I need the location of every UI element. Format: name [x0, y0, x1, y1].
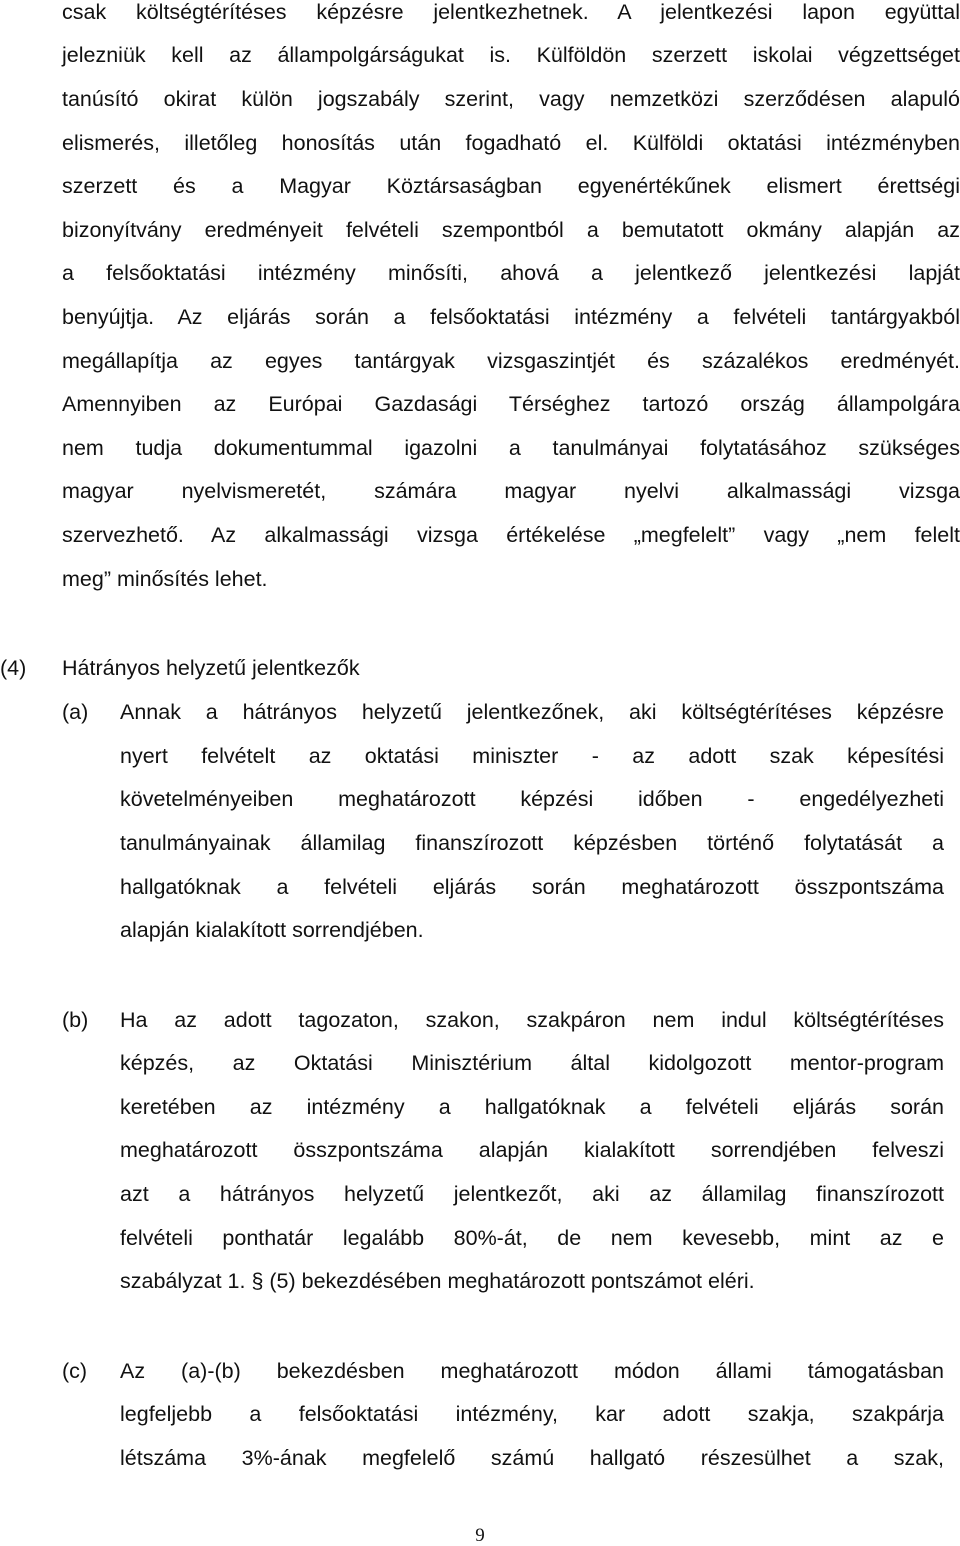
section-number: (4)	[0, 656, 27, 680]
item-label: (b)	[62, 1008, 89, 1032]
paragraph-line: nem tudja dokumentummal igazolni a tanulmányai folytatásához szükséges	[62, 436, 960, 460]
paragraph-line: szerzett és a Magyar Köztársaságban egyenértékűnek elismert érettségi	[62, 174, 960, 198]
item-line: meghatározott összpontszáma alapján kialakított sorrendjében felveszi	[120, 1138, 944, 1162]
paragraph-line: elismerés, illetőleg honosítás után fogadható el. Külföldi oktatási intézményben	[62, 131, 960, 155]
item-line: tanulmányainak államilag finanszírozott képzésben történő folytatását a	[120, 831, 944, 855]
paragraph-line: a felsőoktatási intézmény minősíti, ahová a jelentkező jelentkezési lapját	[62, 261, 960, 285]
item-line: követelményeiben meghatározott képzési időben - engedélyezheti	[120, 787, 944, 811]
paragraph-line: jelezniük kell az állampolgárságukat is. Külföldön szerzett iskolai végzettséget	[62, 43, 960, 67]
paragraph-line: Amennyiben az Európai Gazdasági Térséghez tartozó ország állampolgára	[62, 392, 960, 416]
paragraph-line: benyújtja. Az eljárás során a felsőoktatási intézmény a felvételi tantárgyakból	[62, 305, 960, 329]
item-line: legfeljebb a felsőoktatási intézmény, kar adott szakja, szakpárja	[120, 1402, 944, 1426]
paragraph-line: megállapítja az egyes tantárgyak vizsgaszintjét és százalékos eredményét.	[62, 349, 960, 373]
paragraph-line: tanúsító okirat külön jogszabály szerint, vagy nemzetközi szerződésen alapuló	[62, 87, 960, 111]
paragraph-line: meg” minősítés lehet.	[62, 567, 268, 591]
item-line: nyert felvételt az oktatási miniszter - az adott szak képesítési	[120, 744, 944, 768]
item-line: Az (a)-(b) bekezdésben meghatározott módon állami támogatásban	[120, 1359, 944, 1383]
paragraph-line: szervezhető. Az alkalmassági vizsga értékelése „megfelelt” vagy „nem felelt	[62, 523, 960, 547]
item-line: alapján kialakított sorrendjében.	[120, 918, 424, 942]
paragraph-line: bizonyítvány eredményeit felvételi szempontból a bemutatott okmány alapján az	[62, 218, 960, 242]
page-number: 9	[475, 1525, 485, 1546]
paragraph-line: magyar nyelvismeretét, számára magyar nyelvi alkalmassági vizsga	[62, 479, 960, 503]
item-line: azt a hátrányos helyzetű jelentkezőt, aki az államilag finanszírozott	[120, 1182, 944, 1206]
item-line: keretében az intézmény a hallgatóknak a felvételi eljárás során	[120, 1095, 944, 1119]
item-line: szabályzat 1. § (5) bekezdésében meghatározott pontszámot eléri.	[120, 1269, 755, 1293]
paragraph-line: csak költségtérítéses képzésre jelentkezhetnek. A jelentkezési lapon együttal	[62, 0, 960, 24]
item-line: hallgatóknak a felvételi eljárás során meghatározott összpontszáma	[120, 875, 944, 899]
section-title: Hátrányos helyzetű jelentkezők	[62, 656, 360, 680]
item-line: felvételi ponthatár legalább 80%-át, de nem kevesebb, mint az e	[120, 1226, 944, 1250]
item-line: Annak a hátrányos helyzetű jelentkezőnek, aki költségtérítéses képzésre	[120, 700, 944, 724]
item-label: (c)	[62, 1359, 88, 1383]
item-line: képzés, az Oktatási Minisztérium által kidolgozott mentor-program	[120, 1051, 944, 1075]
item-label: (a)	[62, 700, 89, 724]
item-line: Ha az adott tagozaton, szakon, szakpáron nem indul költségtérítéses	[120, 1008, 944, 1032]
item-line: létszáma 3%-ának megfelelő számú hallgató részesülhet a szak,	[120, 1446, 944, 1470]
